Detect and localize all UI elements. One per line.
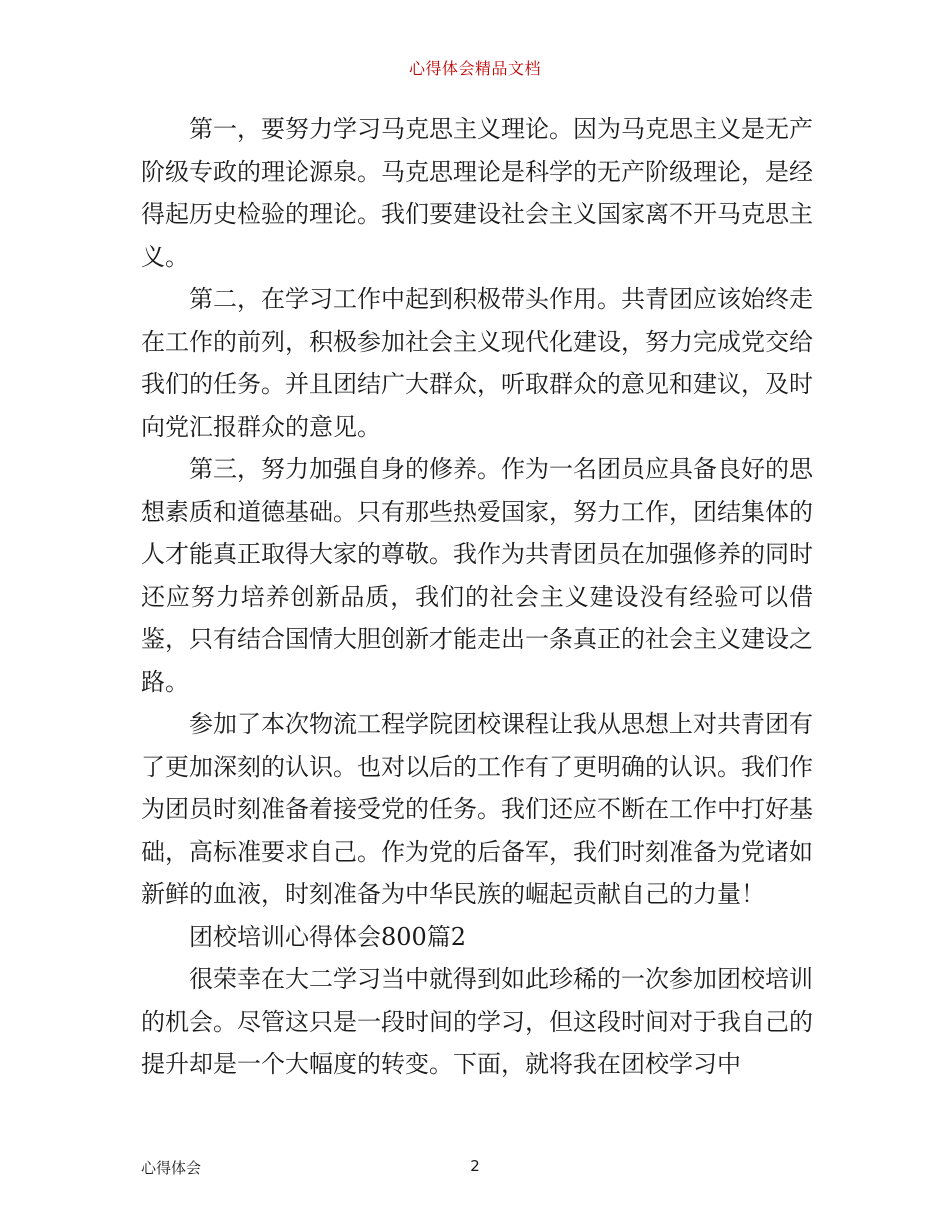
section-heading: 团校培训心得体会800篇2 bbox=[189, 922, 467, 951]
paragraph-1: 第一，要努力学习马克思主义理论。因为马克思主义是无产阶级专政的理论源泉。马克思理论是科学的无产阶级理论，是经得起历史检验的理论。我们要建设社会主义国家离不开马克思主义。 bbox=[141, 115, 813, 271]
document-body bbox=[141, 108, 813, 1086]
footer-label: 心得体会 bbox=[141, 1159, 202, 1177]
paragraph-4: 参加了本次物流工程学院团校课程让我从思想上对共青团有了更加深刻的认识。也对以后的工作有了更明确的认识。我们作为团员时刻准备着接受党的任务。我们还应不断在工作中打好基础，高标准要求自己。作为党的后备军，我们时刻准备为党诸如新鲜的血液，时刻准备为中华民族的崛起贡献自己的力量！ bbox=[141, 710, 813, 908]
paragraph-3: 第三，努力加强自身的修养。作为一名团员应具备良好的思想素质和道德基础。只有那些热爱国家，努力工作，团结集体的人才能真正取得大家的尊敬。我作为共青团员在加强修养的同时还应努力培养创新品质，我们的社会主义建设没有经验可以借鉴，只有结合国情大胆创新才能走出一条真正的社会主义建设之路。 bbox=[141, 455, 813, 696]
page-header-title: 心得体会精品文档 bbox=[408, 59, 541, 78]
paragraph-2: 第二，在学习工作中起到积极带头作用。共青团应该始终走在工作的前列，积极参加社会主义现代化建设，努力完成党交给我们的任务。并且团结广大群众，听取群众的意见和建议，及时向党汇报群众的意见。 bbox=[141, 285, 813, 441]
paragraph-5: 很荣幸在大二学习当中就得到如此珍稀的一次参加团校培训的机会。尽管这只是一段时间的学习，但这段时间对于我自己的提升却是一个大幅度的转变。下面，就将我在团校学习中 bbox=[141, 965, 813, 1078]
page-number: 2 bbox=[470, 1157, 480, 1175]
